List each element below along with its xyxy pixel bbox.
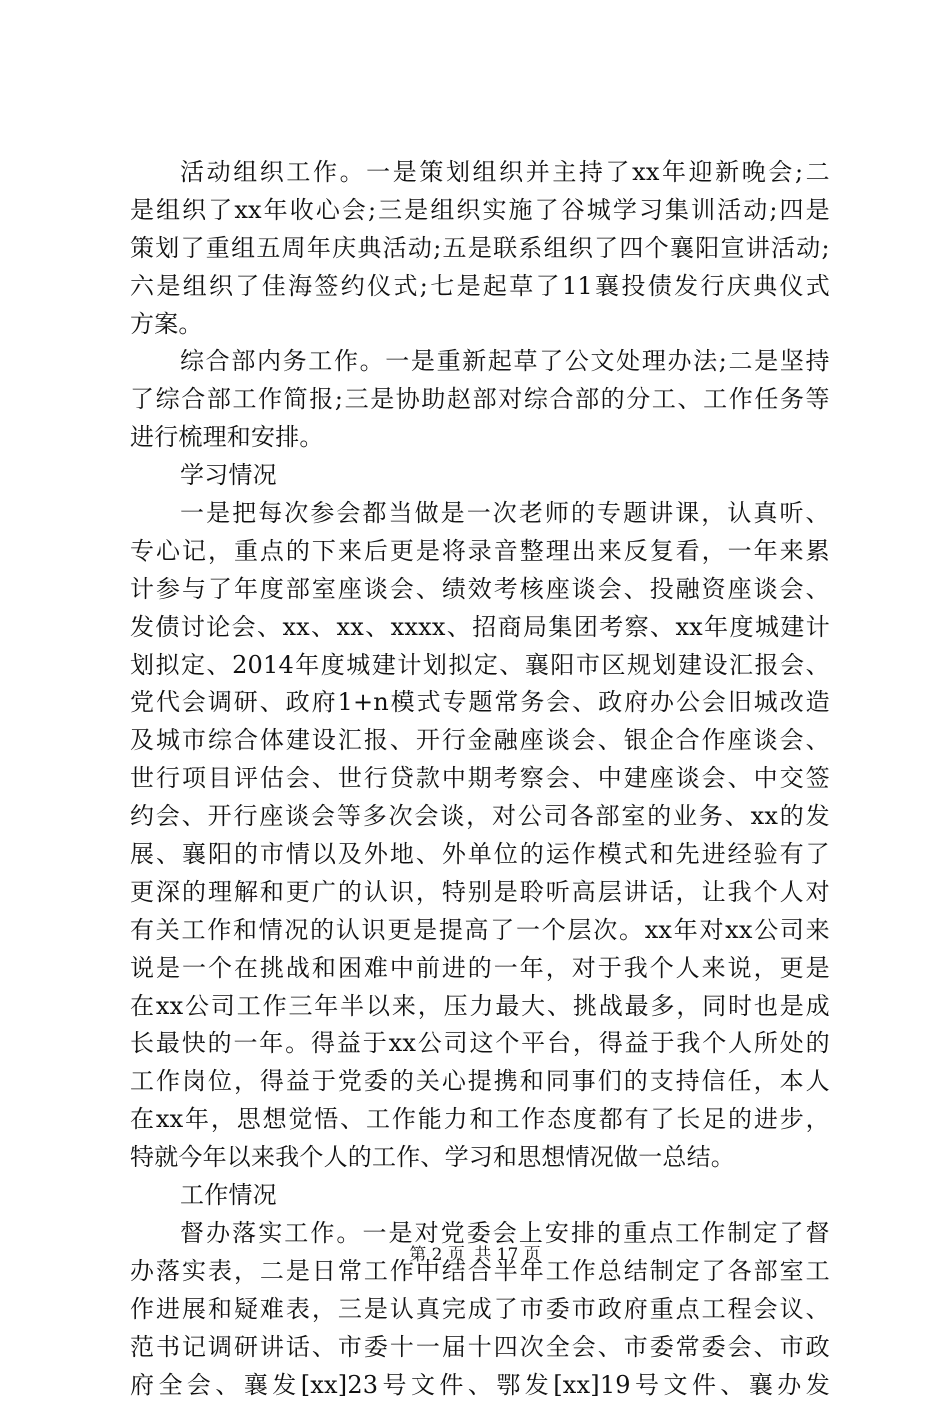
text-line: 了 综 合 部 工 作 简 报 ; 三 是 协 助 赵 部 对 综 合 部 的 分 工 、 工 作 任 务 等: [130, 381, 830, 419]
text-line: 作 进 展 和 疑 难 表 ， 三 是 认 真 完 成 了 市 委 市 政 府 重 点 工 程 会 议 、: [130, 1291, 830, 1329]
text-line: 及 城 市 综 合 体 建 设 汇 报 、 开 行 金 融 座 谈 会 、 银 企 合 作 座 谈 会 、: [130, 722, 830, 760]
text-line: 在 xx 年 ， 思 想 觉 悟 、 工 作 能 力 和 工 作 态 度 都 有 了 长 足 的 进 步 ，: [130, 1101, 830, 1139]
text-line: 督 办 落 实 工 作 。 一 是 对 党 委 会 上 安 排 的 重 点 工 作 制 定 了 督: [130, 1215, 830, 1253]
text-line: 综 合 部 内 务 工 作 。 一 是 重 新 起 草 了 公 文 处 理 办 法 ; 二 是 坚 持: [130, 343, 830, 381]
text-line: 活 动 组 织 工 作 。 一 是 策 划 组 织 并 主 持 了 xx 年 迎 新 晚 会 ; 二: [130, 154, 830, 192]
text-line: 是 组 织 了 xx 年 收 心 会 ; 三 是 组 织 实 施 了 谷 城 学 习 集 训 活 动 ; 四 是: [130, 192, 830, 230]
text-line: 划 拟 定 、 2014 年 度 城 建 计 划 拟 定 、 襄 阳 市 区 规 划 建 设 汇 报 会 、: [130, 647, 830, 685]
text-line: 约 会 、 开 行 座 谈 会 等 多 次 会 谈 ， 对 公 司 各 部 室 的 业 务 、 xx 的 发: [130, 798, 830, 836]
page-number: 第 2 页: [409, 1245, 465, 1265]
text-line: 策 划 了 重 组 五 周 年 庆 典 活 动 ; 五 是 联 系 组 织 了 四 个 襄 阳 宣 讲 活 动 ;: [130, 230, 830, 268]
text-line: 长 最 快 的 一 年 。 得 益 于 xx 公 司 这 个 平 台 ， 得 益 于 我 个 人 所 处 的: [130, 1025, 830, 1063]
text-line: 在 xx 公 司 工 作 三 年 半 以 来 ， 压 力 最 大 、 挑 战 最 多 ， 同 时 也 是 成: [130, 988, 830, 1026]
text-line: 一 是 把 每 次 参 会 都 当 做 是 一 次 老 师 的 专 题 讲 课 ， 认 真 听 、: [130, 495, 830, 533]
text-line: 世 行 项 目 评 估 会 、 世 行 贷 款 中 期 考 察 会 、 中 建 座 谈 会 、 中 交 签: [130, 760, 830, 798]
text-line: 更 深 的 理 解 和 更 广 的 认 识 ， 特 别 是 聆 听 高 层 讲 话 ， 让 我 个 人 对: [130, 874, 830, 912]
text-line: 发 债 讨 论 会 、 xx 、 xx 、 xxxx 、 招 商 局 集 团 考 察 、 xx 年 度 城 建 计: [130, 609, 830, 647]
text-line: 进行梳理和安排。: [130, 419, 830, 457]
page-total: 共 17 页: [474, 1245, 540, 1265]
text-line: 范 书 记 调 研 讲 话 、 市 委 十 一 届 十 四 次 全 会 、 市 委 常 委 会 、 市 政: [130, 1329, 830, 1367]
text-line: 说 是 一 个 在 挑 战 和 困 难 中 前 进 的 一 年 ， 对 于 我 个 人 来 说 ， 更 是: [130, 950, 830, 988]
text-line: 办 落 实 表 ， 二 是 日 常 工 作 中 结 合 半 年 工 作 总 结 制 定 了 各 部 室 工: [130, 1253, 830, 1291]
text-line: 展 、 襄 阳 的 市 情 以 及 外 地 、 外 单 位 的 运 作 模 式 和 先 进 经 验 有 了: [130, 836, 830, 874]
text-line: 党 代 会 调 研 、 政 府 1+n 模 式 专 题 常 务 会 、 政 府 办 公 会 旧 城 改 造: [130, 684, 830, 722]
text-line: 府 全 会 、 襄 发 [xx]23 号 文 件 、 鄂 发 [xx]19 号 文 件 、 襄 办 发: [130, 1367, 830, 1404]
text-line: 工作情况: [130, 1177, 830, 1215]
document-body: [130, 154, 830, 1404]
text-line: 学习情况: [130, 457, 830, 495]
text-line: 计 参 与 了 年 度 部 室 座 谈 会 、 绩 效 考 核 座 谈 会 、 投 融 资 座 谈 会 、: [130, 571, 830, 609]
text-line: 有 关 工 作 和 情 况 的 认 识 更 是 提 高 了 一 个 层 次 。 xx 年 对 xx 公 司 来: [130, 912, 830, 950]
text-line: 特就今年以来我个人的工作、学习和思想情况做一总结。: [130, 1139, 830, 1177]
text-line: 方案。: [130, 306, 830, 344]
text-line: 六 是 组 织 了 佳 海 签 约 仪 式 ; 七 是 起 草 了 11 襄 投 债 发 行 庆 典 仪 式: [130, 268, 830, 306]
text-line: 专 心 记 ， 重 点 的 下 来 后 更 是 将 录 音 整 理 出 来 反 复 看 ， 一 年 来 累: [130, 533, 830, 571]
text-line: 工 作 岗 位 ， 得 益 于 党 委 的 关 心 提 携 和 同 事 们 的 支 持 信 任 ， 本 人: [130, 1063, 830, 1101]
page-footer: [0, 1240, 950, 1265]
